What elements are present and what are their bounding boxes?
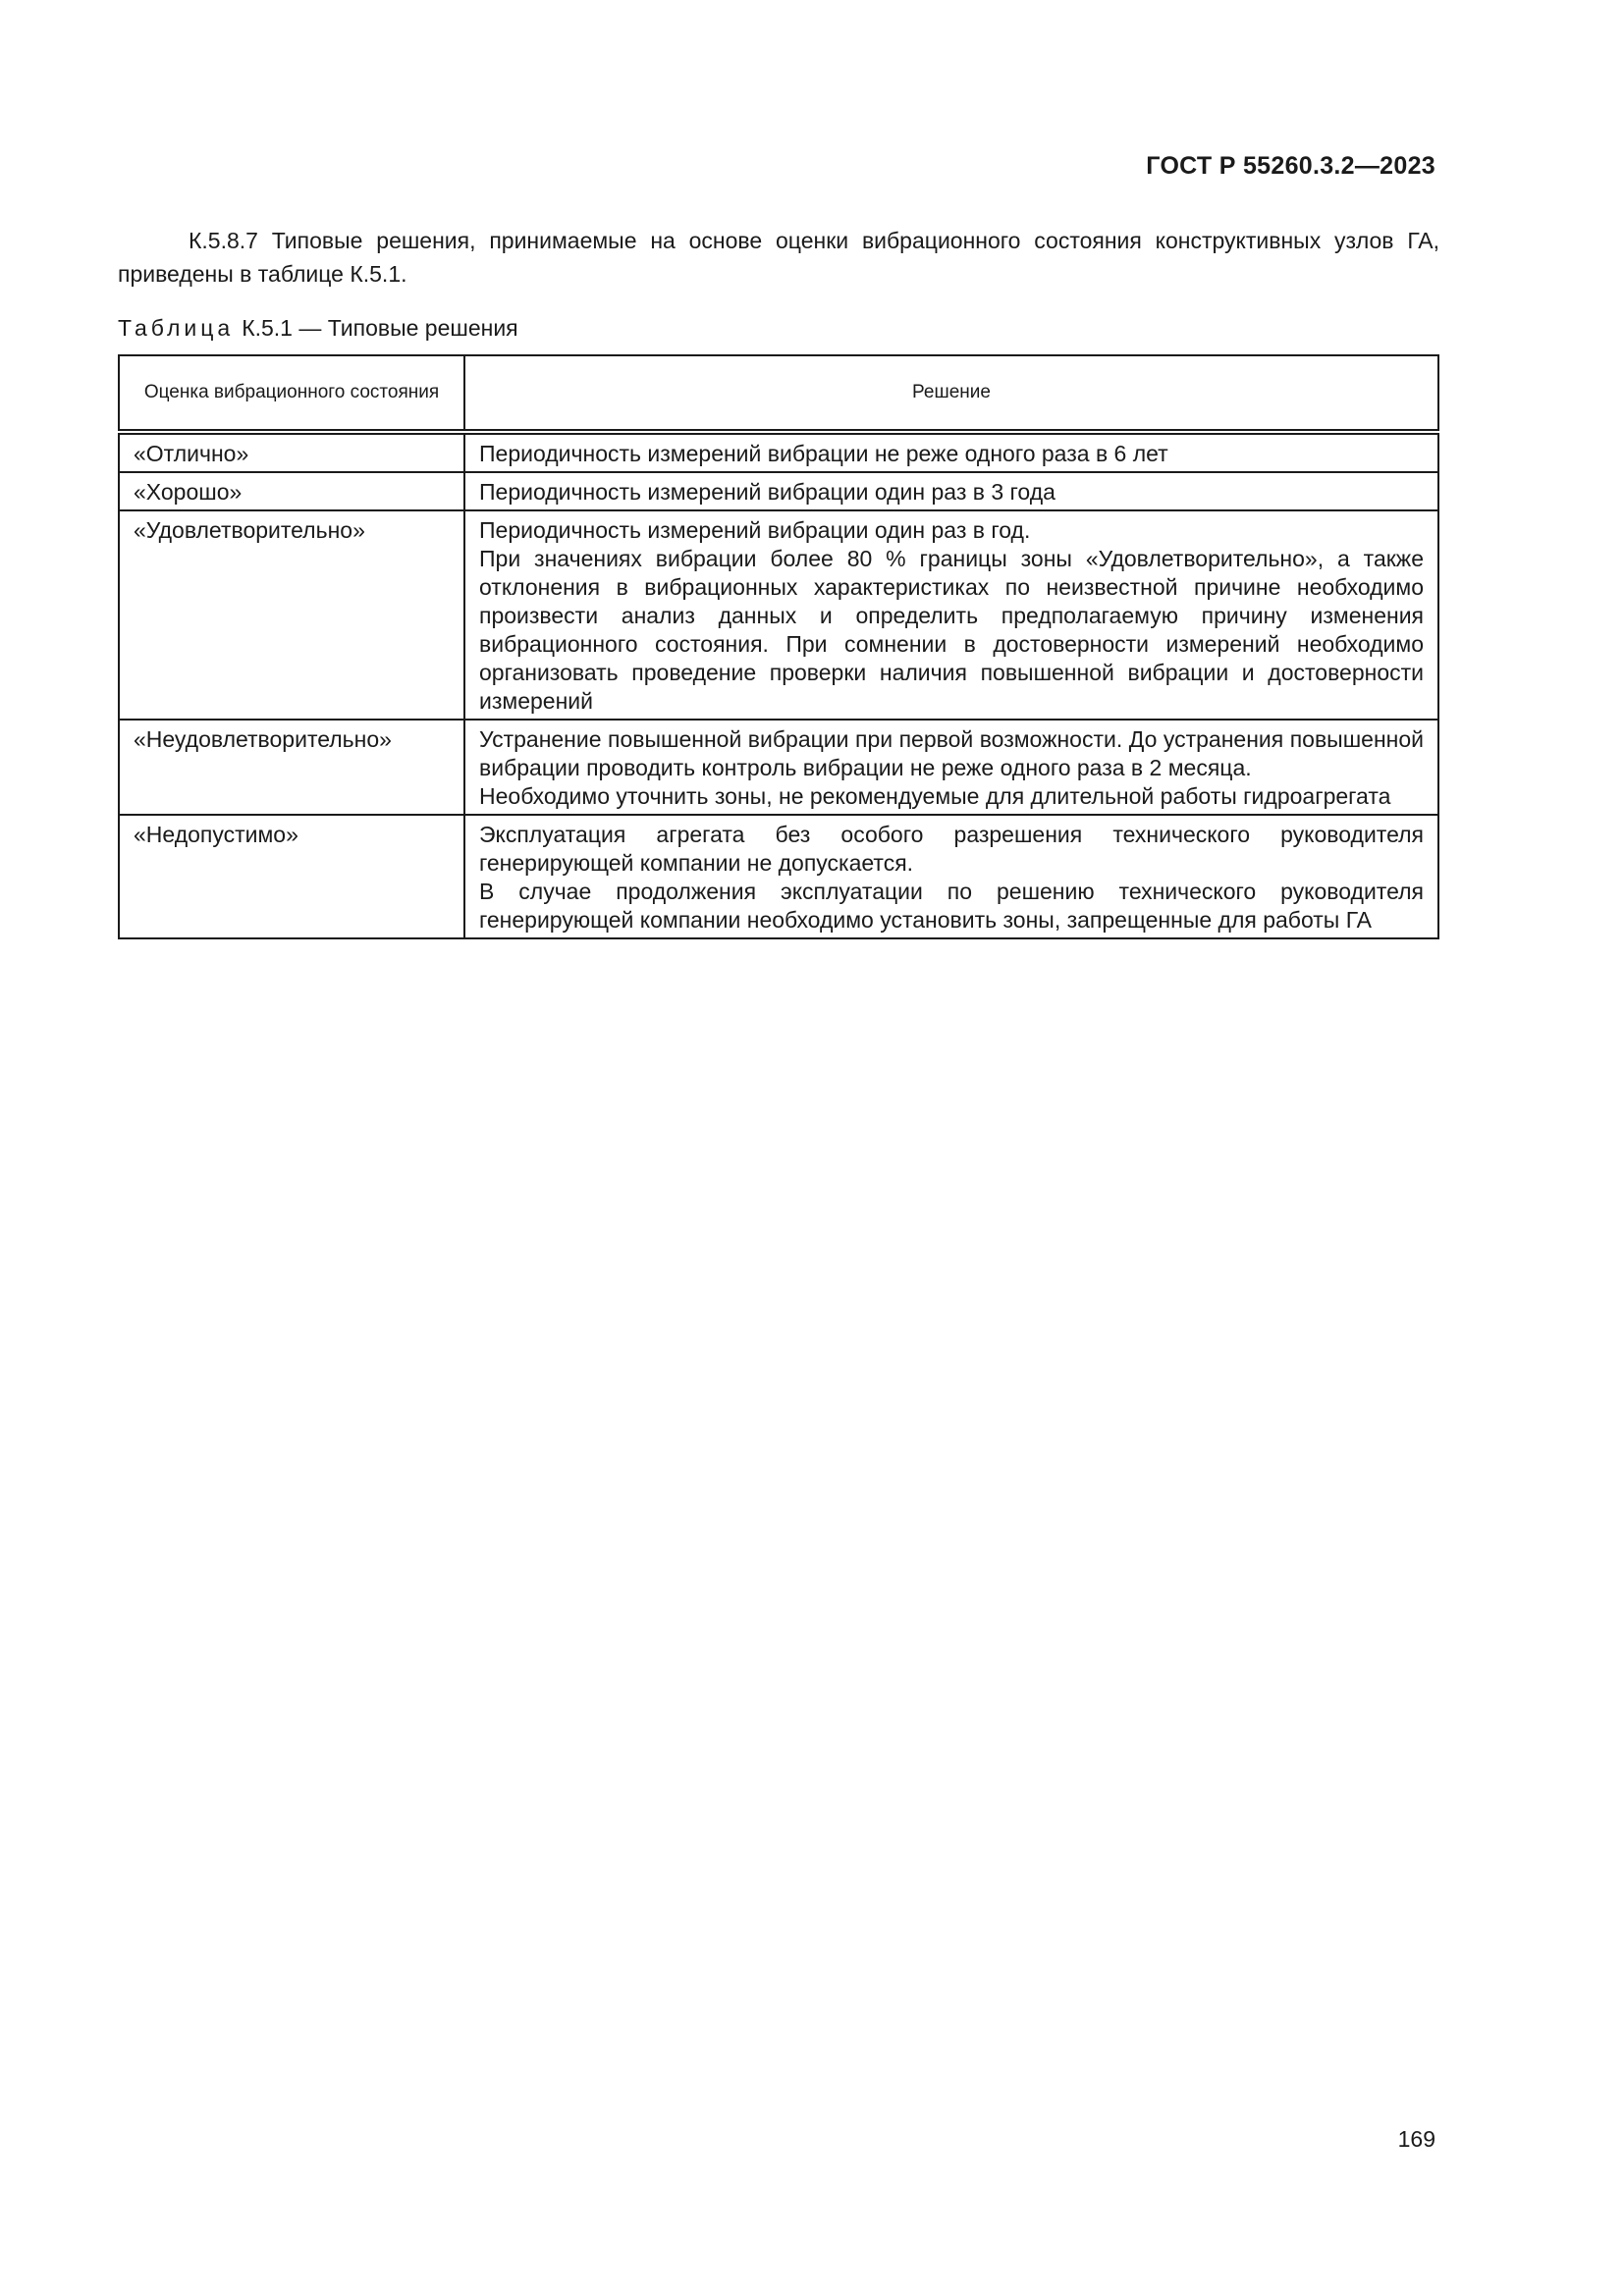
table-row — [119, 720, 1438, 815]
header-decision: Решение — [464, 355, 1438, 432]
decision-text: Периодичность измерений вибрации один раз в год. — [479, 517, 1031, 543]
decisions-table — [118, 354, 1439, 939]
decision-text: Периодичность измерений вибрации один раз в 3 года — [479, 479, 1056, 505]
decision-text: Периодичность измерений вибрации не реже одного раза в 6 лет — [479, 441, 1168, 466]
decision-cell — [464, 720, 1438, 815]
decision-cell — [464, 510, 1438, 720]
decision-text: Необходимо уточнить зоны, не рекомендуемые для длительной работы гидроагрегата — [479, 783, 1391, 809]
page-number: 169 — [1397, 2126, 1435, 2152]
table-caption-title: К.5.1 — Типовые решения — [242, 315, 518, 341]
table-row — [119, 815, 1438, 938]
table-row — [119, 432, 1438, 472]
decision-text: В случае продолжения эксплуатации по решению технического руководителя генерирующей компании необходимо установить зоны, запрещенные для работы ГА — [479, 879, 1424, 933]
table-header-row — [119, 355, 1438, 432]
rating-cell: «Неудовлетворительно» — [119, 720, 464, 815]
document-code: ГОСТ Р 55260.3.2—2023 — [1146, 152, 1435, 180]
decision-text: Устранение повышенной вибрации при первой возможности. До устранения повышенной вибрации проводить контроль вибрации не реже одного раза в 2 месяца. — [479, 726, 1424, 780]
table-caption-prefix: Таблица — [118, 315, 235, 341]
decision-cell — [464, 815, 1438, 938]
intro-paragraph: К.5.8.7 Типовые решения, принимаемые на основе оценки вибрационного состояния конструктивных узлов ГА, приведены в таблице К.5.1. — [118, 228, 1439, 287]
rating-cell: «Хорошо» — [119, 472, 464, 510]
rating-cell: «Отлично» — [119, 432, 464, 472]
rating-cell: «Недопустимо» — [119, 815, 464, 938]
table-row — [119, 510, 1438, 720]
header-rating: Оценка вибрационного состояния — [119, 355, 464, 432]
table-row — [119, 472, 1438, 510]
decision-cell — [464, 432, 1438, 472]
rating-cell: «Удовлетворительно» — [119, 510, 464, 720]
table-caption — [118, 311, 518, 345]
decision-cell — [464, 472, 1438, 510]
decision-text: Эксплуатация агрегата без особого разрешения технического руководителя генерирующей компании не допускается. — [479, 822, 1424, 876]
decision-text: При значениях вибрации более 80 % границы зоны «Удовлетворительно», а также отклонения в вибрационных характеристиках по неизвестной причине необходимо произвести анализ данных и определить предполагаемую причину изменения вибрационного состояния. При сомнении в достоверности измерений необходимо организовать проведение проверки наличия повышенной вибрации и достоверности измерений — [479, 546, 1424, 714]
